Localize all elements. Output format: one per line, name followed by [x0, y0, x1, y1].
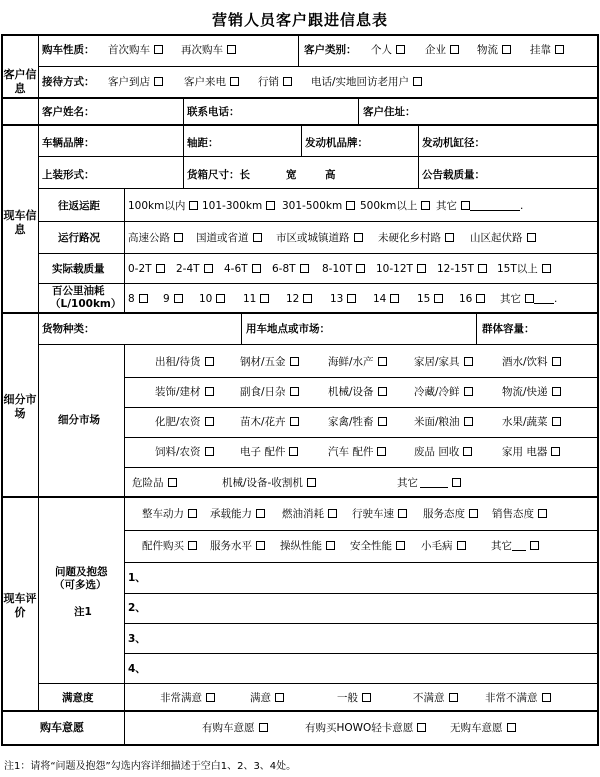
checkbox-enterprise[interactable]: 企业 [425, 44, 459, 56]
checkbox-safety[interactable]: 安全性能 [350, 540, 405, 552]
checkbox-load-10-12[interactable]: 10-12T [376, 263, 426, 275]
section-line [1, 312, 599, 314]
checkbox-harvester[interactable]: 机械/设备-收割机 [222, 477, 316, 489]
checkbox-fuel-15[interactable]: 15 [417, 293, 443, 305]
checkbox-nursery[interactable]: 苗木/花卉 [240, 416, 299, 428]
checkbox-phone-call[interactable]: 客户来电 [184, 76, 239, 88]
checkbox-distance-300[interactable]: 101-300km [202, 200, 275, 212]
checkbox-store-visit[interactable]: 客户到店 [108, 76, 163, 88]
col-line [418, 124, 419, 188]
section-line [1, 710, 599, 712]
row-line [38, 188, 598, 189]
row-line [38, 283, 598, 284]
checkbox-distance-500[interactable]: 301-500km [282, 200, 355, 212]
checkbox-load-2-4[interactable]: 2-4T [176, 263, 213, 275]
checkbox-load-6-8[interactable]: 6-8T [272, 263, 309, 275]
checkbox-fuel-14[interactable]: 14 [373, 293, 399, 305]
checkbox-very-dissatisfied[interactable]: 非常不满意 [485, 692, 551, 704]
table-border-top [1, 34, 599, 36]
checkbox-satisfied[interactable]: 满意 [250, 692, 284, 704]
checkbox-beverage[interactable]: 酒水/饮料 [502, 356, 561, 368]
usage-place-label: 用车地点或市场： [246, 323, 330, 335]
col-line [124, 188, 125, 312]
actual-load-label: 实际载质量 [52, 263, 105, 275]
row-line [124, 377, 598, 378]
complaint-item-2[interactable]: 2、 [128, 602, 146, 614]
checkbox-sales-attitude[interactable]: 销售态度 [492, 508, 547, 520]
checkbox-load-8-10[interactable]: 8-10T [322, 263, 365, 275]
checkbox-road-rural[interactable]: 未硬化乡村路 [378, 232, 454, 244]
col-line [124, 496, 125, 744]
row-line [124, 562, 598, 563]
body-type-label: 上装形式： [42, 169, 95, 181]
checkbox-service-level[interactable]: 服务水平 [210, 540, 265, 552]
section-line [1, 496, 599, 498]
checkbox-revisit[interactable]: 电话/实地回访老用户 [311, 76, 422, 88]
section-title-evaluation: 现车评价 [3, 592, 37, 619]
market-other[interactable]: 其它 [397, 477, 461, 489]
checkbox-hazardous[interactable]: 危险品 [132, 477, 177, 489]
cargo-height-label: 高 [325, 169, 336, 181]
engine-bore-label: 发动机缸径： [422, 137, 485, 149]
fuel-unit-label: （L/100km） [50, 298, 122, 310]
checkbox-steel[interactable]: 钢材/五金 [240, 356, 299, 368]
checkbox-road-mountain[interactable]: 山区起伏路 [470, 232, 536, 244]
col-line [476, 312, 477, 344]
section-title-customer: 客户信息 [3, 68, 37, 95]
checkbox-field-sales[interactable]: 行销 [258, 76, 292, 88]
checkbox-parts-purchase[interactable]: 配件购买 [142, 540, 197, 552]
checkbox-dissatisfied[interactable]: 不满意 [413, 692, 458, 704]
checkbox-fuel-10[interactable]: 10 [199, 293, 225, 305]
checkbox-feed[interactable]: 饲料/农资 [155, 446, 214, 458]
checkbox-load-capacity[interactable]: 承载能力 [210, 508, 265, 520]
checkbox-seafood[interactable]: 海鲜/水产 [328, 356, 387, 368]
section-title-vehicle: 现车信息 [3, 209, 37, 236]
checkbox-livestock[interactable]: 家禽/牲畜 [328, 416, 387, 428]
group-capacity-label: 群体容量： [482, 323, 535, 335]
checkbox-minor-issues[interactable]: 小毛病 [421, 540, 466, 552]
row-line [38, 156, 598, 157]
checkbox-no-intent[interactable]: 无购车意愿 [450, 722, 516, 734]
checkbox-fuel-13[interactable]: 13 [330, 293, 356, 305]
checkbox-power[interactable]: 整车动力 [142, 508, 197, 520]
row-line [38, 683, 598, 684]
customer-name-label: 客户姓名： [42, 106, 95, 118]
complaint-multi-label: （可多选） [54, 579, 107, 591]
form-title: 营销人员客户跟进信息表 [211, 11, 388, 29]
checkbox-service-attitude[interactable]: 服务态度 [423, 508, 478, 520]
section-line [1, 124, 599, 126]
cargo-type-label: 货物种类： [42, 323, 95, 335]
row-line [124, 467, 598, 468]
table-border-left [1, 34, 3, 746]
checkbox-affiliated[interactable]: 挂靠 [530, 44, 564, 56]
checkbox-load-0-2[interactable]: 0-2T [128, 263, 165, 275]
col-line [183, 124, 184, 188]
checkbox-express[interactable]: 物流/快递 [502, 386, 561, 398]
table-border-right [597, 34, 599, 746]
row-line [124, 623, 598, 624]
row-line [38, 344, 598, 345]
checkbox-first-purchase[interactable]: 首次购车 [108, 44, 163, 56]
row-line [38, 66, 598, 67]
checkbox-load-15plus[interactable]: 15T以上 [497, 263, 551, 275]
cargo-width-label: 宽 [286, 169, 297, 181]
checkbox-repeat-purchase[interactable]: 再次购车 [181, 44, 236, 56]
purchase-nature-label: 购车性质： [42, 44, 95, 56]
cargo-size-label: 货箱尺寸：长 [187, 169, 250, 181]
checkbox-speed[interactable]: 行驶车速 [352, 508, 407, 520]
checkbox-fuel-8[interactable]: 8 [128, 293, 148, 305]
wheelbase-label: 轴距： [187, 137, 219, 149]
section-divider [38, 34, 39, 710]
checkbox-taxi-cargo[interactable]: 出租/待货 [155, 356, 214, 368]
complaint-item-4[interactable]: 4、 [128, 663, 146, 675]
phone-label: 联系电话： [187, 106, 240, 118]
col-line [358, 97, 359, 125]
row-line [1, 97, 599, 99]
checkbox-very-satisfied[interactable]: 非常满意 [160, 692, 215, 704]
table-border-bottom [1, 744, 599, 746]
checkbox-groceries[interactable]: 副食/日杂 [240, 386, 299, 398]
checkbox-appliances[interactable]: 家用 电器 [502, 446, 560, 458]
checkbox-grain-oil[interactable]: 米面/粮油 [414, 416, 473, 428]
checkbox-howo-intent[interactable]: 有购买HOWO轻卡意愿 [305, 722, 426, 734]
checkbox-handling[interactable]: 操纵性能 [280, 540, 335, 552]
reception-label: 接待方式： [42, 76, 95, 88]
checkbox-fuel-12[interactable]: 12 [286, 293, 312, 305]
fuel-label: 百公里油耗 [52, 285, 105, 297]
checkbox-road-urban[interactable]: 市区或城镇道路 [276, 232, 363, 244]
note-ref: 注1 [74, 606, 92, 618]
checkbox-has-intent[interactable]: 有购车意愿 [202, 722, 268, 734]
checkbox-load-4-6[interactable]: 4-6T [224, 263, 261, 275]
footnote: 注1：请将“问题及抱怨”勾选内容详细描述于空白1、2、3、4处。 [4, 761, 297, 772]
checkbox-auto-parts[interactable]: 汽车 配件 [328, 446, 386, 458]
address-label: 客户住址： [363, 106, 416, 118]
checkbox-fuel-16[interactable]: 16 [459, 293, 485, 305]
rated-load-label: 公告载质量： [422, 169, 485, 181]
col-line [301, 124, 302, 156]
col-line [298, 34, 299, 66]
col-line [241, 312, 242, 344]
checkbox-individual[interactable]: 个人 [371, 44, 405, 56]
checkbox-fuel-9[interactable]: 9 [163, 293, 183, 305]
checkbox-road-highway[interactable]: 高速公路 [128, 232, 183, 244]
complaint-label: 问题及抱怨 [55, 566, 108, 578]
checkbox-building-materials[interactable]: 装饰/建材 [155, 386, 214, 398]
checkbox-recycling[interactable]: 废品 回收 [414, 446, 472, 458]
checkbox-fertilizer[interactable]: 化肥/农资 [155, 416, 214, 428]
row-line [38, 221, 598, 222]
checkbox-distance-500plus[interactable]: 500km以上 [360, 200, 430, 212]
distance-other[interactable]: 其它 . [436, 200, 524, 212]
satisfaction-label: 满意度 [62, 692, 94, 704]
fuel-other[interactable]: 其它 . [500, 293, 558, 305]
complaint-item-3[interactable]: 3、 [128, 633, 146, 645]
section-title-market: 细分市场 [3, 393, 37, 420]
checkbox-distance-100[interactable]: 100km以内 [128, 200, 198, 212]
row-line [124, 593, 598, 594]
row-line [124, 653, 598, 654]
segment-label: 细分市场 [58, 414, 100, 426]
row-line [124, 437, 598, 438]
col-line [124, 344, 125, 496]
row-line [124, 407, 598, 408]
checkbox-logistics[interactable]: 物流 [477, 44, 511, 56]
checkbox-machinery[interactable]: 机械/设备 [328, 386, 387, 398]
evaluation-other[interactable]: 其它 [491, 540, 539, 552]
customer-type-label: 客户类别： [304, 44, 357, 56]
checkbox-furniture[interactable]: 家居/家具 [414, 356, 473, 368]
checkbox-electronics[interactable]: 电子 配件 [240, 446, 298, 458]
checkbox-road-national[interactable]: 国道或省道 [196, 232, 262, 244]
road-label: 运行路况 [58, 232, 100, 244]
vehicle-brand-label: 车辆品牌： [42, 137, 95, 149]
row-line [38, 253, 598, 254]
checkbox-fuel-consumption[interactable]: 燃油消耗 [282, 508, 337, 520]
purchase-intent-label: 购车意愿 [40, 721, 84, 734]
row-line [124, 530, 598, 531]
engine-brand-label: 发动机品牌： [305, 137, 368, 149]
complaint-item-1[interactable]: 1、 [128, 572, 146, 584]
checkbox-load-12-15[interactable]: 12-15T [437, 263, 487, 275]
checkbox-neutral[interactable]: 一般 [337, 692, 371, 704]
col-line [183, 97, 184, 125]
distance-label: 往返运距 [58, 200, 100, 212]
checkbox-fuel-11[interactable]: 11 [243, 293, 269, 305]
checkbox-cold-chain[interactable]: 冷藏/冷鲜 [414, 386, 473, 398]
checkbox-fruit-veg[interactable]: 水果/蔬菜 [502, 416, 561, 428]
